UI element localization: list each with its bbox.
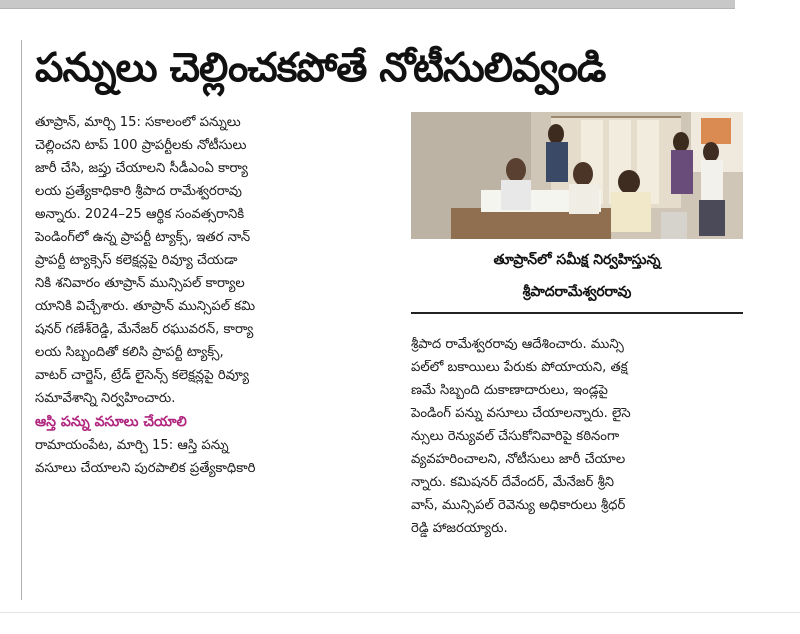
article-line: పెండింగ్‌లో ఉన్న ప్రాపర్టీ ట్యాక్స్, ఇతర నాన్ — [35, 230, 251, 245]
article-line: న్నారు. కమిషనర్ దేవేందర్, మేనేజర్ శ్రీని — [411, 475, 615, 490]
article-line: జారీ చేసి, జప్తు చేయాలని సీడీఎంఏ కార్యా — [35, 161, 248, 176]
article-line: వాస్, మున్సిపల్ రెవెన్యు అధికారులు శ్రీధర్ — [411, 498, 626, 513]
article-line: షనర్ గణేశ్‌రెడ్డి, మేనేజర్ రఘువరన్, కార్యా — [35, 322, 254, 337]
article-line: లయ ప్రత్యేకాధికారి శ్రీపాద రామేశ్వరరావు — [35, 184, 242, 199]
office-meeting-photo — [411, 112, 743, 239]
article-line: న్సులు రెన్యువల్ చేసుకోనివారిపై కఠినంగా — [411, 429, 620, 444]
article-line: ణమే సిబ్బంది దుకాణాదారులు, ఇండ్లపై — [411, 383, 608, 398]
photo-caption-line: శ్రీపాదరామేశ్వరరావు — [522, 284, 632, 300]
top-rule — [0, 0, 735, 9]
article-line: నికి శనివారం తూప్రాన్ మున్సిపల్ కార్యాల — [35, 276, 245, 291]
article-line: ప్రాపర్టీ ట్యాక్సెస్ కలెక్షన్లపై రివ్యూ చేయడా — [35, 253, 238, 268]
headline: పన్నులు చెల్లించకపోతే నోటీసులివ్వండి — [35, 45, 606, 91]
article-line: వసూలు చేయాలని పురపాలిక ప్రత్యేకాధికారి — [35, 461, 256, 476]
article-line: అన్నారు. 2024–25 ఆర్థిక సంవత్సరానికి — [35, 207, 245, 222]
article-line: లయ సిబ్బందితో కలిసి ప్రాపర్టీ ట్యాక్స్, — [35, 345, 224, 360]
caption-rule — [411, 312, 743, 314]
article-line: రెడ్డి హాజరయ్యారు. — [411, 521, 508, 536]
article-line: యానికి విచ్చేశారు. తూప్రాన్ మున్సిపల్ కమి — [35, 299, 256, 314]
column-divider — [21, 40, 22, 600]
article-line: సమావేశాన్ని నిర్వహించారు. — [35, 391, 176, 406]
article-line: రామాయంపేట, మార్చి 15: ఆస్తి పన్ను — [35, 438, 229, 453]
article-line: వ్యవహరించాలని, నోటీసులు జారీ చేయాల — [411, 452, 626, 467]
article-line: పెండింగ్ పన్ను వసూలు చేయాలన్నారు. లైసె — [411, 406, 631, 421]
article-line: తూప్రాన్, మార్చి 15: సకాలంలో పన్నులు — [35, 115, 241, 130]
article-line: శ్రీపాద రామేశ్వరరావు ఆదేశించారు. మున్సి — [411, 337, 624, 352]
article-line: చెల్లించని టాప్ 100 ప్రాపర్టీలకు నోటీసులు — [35, 138, 247, 153]
photo-caption-line: తూప్రాన్‌లో సమీక్ష నిర్వహిస్తున్న — [493, 252, 661, 268]
article-line: వాటర్ చార్జెస్, ట్రేడ్ లైసెన్స్ కలెక్షన్లపై రివ్యూ — [35, 368, 249, 383]
bottom-rule — [0, 612, 800, 613]
sub-headline: ఆస్తి పన్ను వసూలు చేయాలి — [35, 414, 187, 430]
news-photo — [411, 112, 743, 239]
article-line: పల్‌లో బకాయిలు పేరుకు పోయాయని, తక్ష — [411, 360, 628, 375]
